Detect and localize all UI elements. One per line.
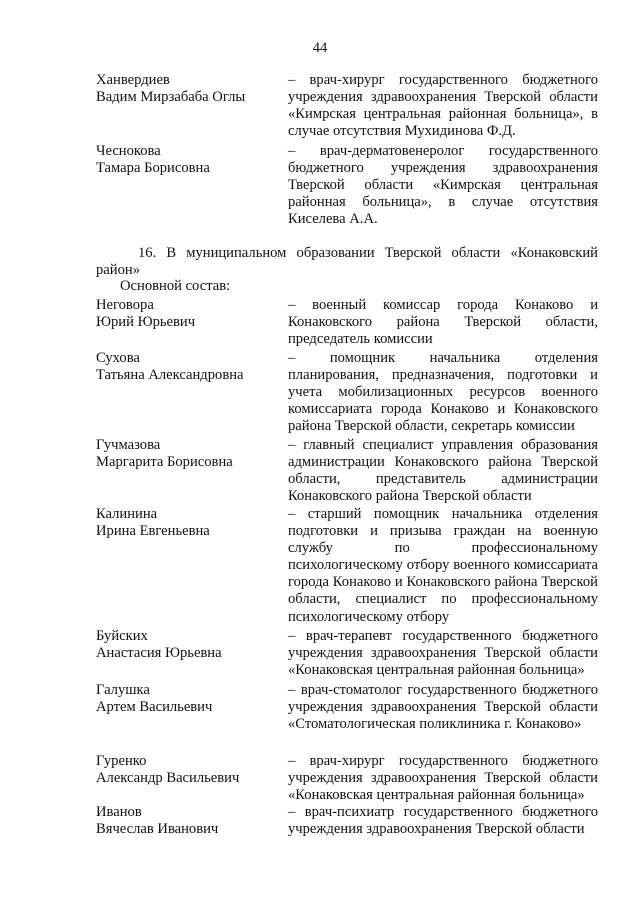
member-given-name: Вадим Мирзабаба Оглы (96, 89, 246, 106)
member-role: – старший помощник начальника отделения подготовки и призыва граждан на военную службу по профессиональному психологическому отбору военного комиссариата города Конаково и Конаковского района Тверской области, специалист по профессиональному психологическому отбору (288, 506, 598, 625)
member-surname: Сухова (96, 350, 140, 366)
member-surname: Ханвердиев (96, 72, 170, 88)
member-name (96, 143, 281, 177)
member-given-name: Юрий Юрьевич (96, 314, 196, 331)
member-role: – главный специалист управления образования администрации Конаковского района Тверской области, представитель администрации Конаковского района Тверской области (288, 437, 598, 505)
member-role: – врач-терапевт государственного бюджетного учреждения здравоохранения Тверской области «Конаковская центральная районная больница» (288, 628, 598, 679)
member-name (96, 506, 281, 540)
member-name (96, 297, 281, 331)
member-surname: Иванов (96, 804, 142, 820)
member-given-name: Вячеслав Иванович (96, 821, 219, 838)
section-heading: 16. В муниципальном образовании Тверской области «Конаковский район» (96, 245, 598, 279)
member-surname: Гучмазова (96, 437, 161, 453)
member-name (96, 437, 281, 471)
member-role: – помощник начальника отделения планирования, предназначения, подготовки и учета мобилизационных ресурсов военного комиссариата города Конаково и Конаковского района Тверской области, секретарь комиссии (288, 350, 598, 435)
member-role: – военный комиссар города Конаково и Конаковского района Тверской области, председатель комиссии (288, 297, 598, 348)
member-given-name: Тамара Борисовна (96, 160, 210, 177)
member-given-name: Маргарита Борисовна (96, 454, 233, 471)
member-name (96, 804, 281, 838)
member-name (96, 72, 281, 106)
member-given-name: Татьяна Александровна (96, 367, 244, 384)
member-given-name: Артем Васильевич (96, 699, 213, 716)
member-name (96, 350, 281, 384)
member-name (96, 682, 281, 716)
member-surname: Галушка (96, 682, 150, 698)
member-given-name: Александр Васильевич (96, 770, 240, 787)
page-number: 44 (312, 40, 328, 56)
member-surname: Калинина (96, 506, 158, 522)
member-given-name: Ирина Евгеньевна (96, 523, 210, 540)
member-role: – врач-хирург государственного бюджетного учреждения здравоохранения Тверской области «Кимрская центральная районная больница», в случае отсутствия Мухидинова Ф.Д. (288, 72, 598, 140)
member-role: – врач-дерматовенеролог государственного бюджетного учреждения здравоохранения Тверской области «Кимрская центральная районная больница», в случае отсутствия Киселева А.А. (288, 143, 598, 228)
composition-label: Основной состав: (120, 278, 231, 294)
member-surname: Чеснокова (96, 143, 161, 159)
member-name (96, 628, 281, 662)
member-surname: Неговора (96, 297, 154, 313)
member-role: – врач-хирург государственного бюджетного учреждения здравоохранения Тверской области «Конаковская центральная районная больница» (288, 753, 598, 804)
member-given-name: Анастасия Юрьевна (96, 645, 222, 662)
member-name (96, 753, 281, 787)
member-surname: Буйских (96, 628, 148, 644)
member-role: – врач-стоматолог государственного бюджетного учреждения здравоохранения Тверской области «Стоматологическая поликлиника г. Конаково» (288, 682, 598, 733)
member-surname: Гуренко (96, 753, 147, 769)
member-role: – врач-психиатр государственного бюджетного учреждения здравоохранения Тверской области (288, 804, 598, 838)
